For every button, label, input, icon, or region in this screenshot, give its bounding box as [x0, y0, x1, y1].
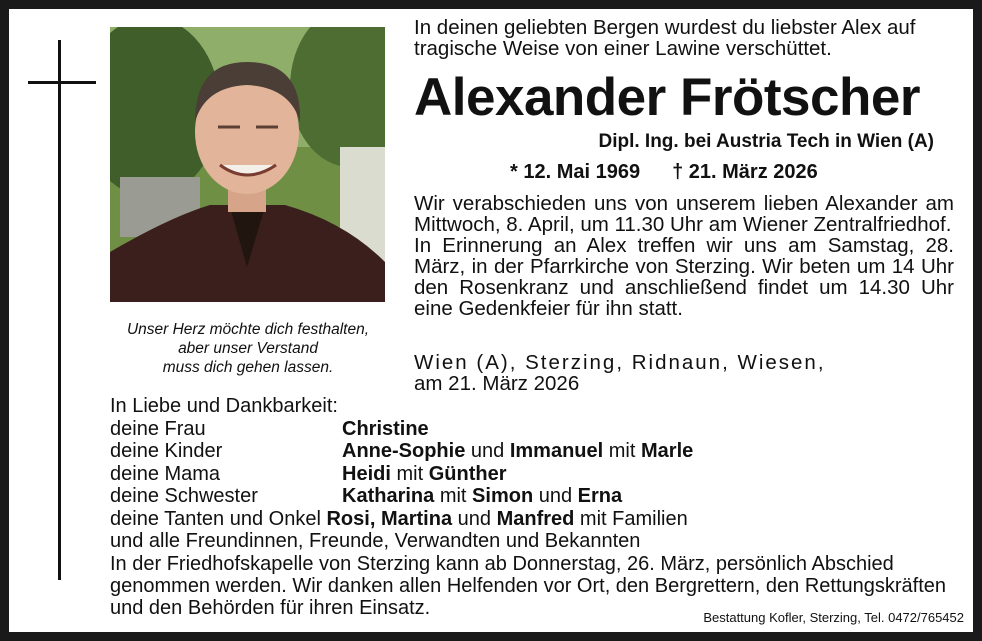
connector: und: [538, 485, 573, 507]
mourner-name: Erna: [577, 485, 623, 507]
mourner-row: [110, 463, 693, 486]
portrait-photo: [110, 27, 385, 302]
birth-date: * 12. Mai 1969: [510, 161, 641, 183]
mourners-list: [110, 395, 693, 553]
relation-label: deine Mama: [110, 462, 221, 485]
relation-label: deine Frau: [110, 417, 206, 440]
mourner-row: [110, 440, 693, 463]
mourner-name: Anne-Sophie: [342, 440, 466, 462]
funeral-home: Bestattung Kofler, Sterzing, Tel. 0472/765452: [703, 610, 964, 625]
mourner-name: Christine: [342, 417, 429, 440]
mourners-heading: In Liebe und Dankbarkeit:: [110, 395, 338, 417]
relation-label: deine Kinder: [110, 440, 223, 462]
mourner-name: Manfred: [496, 507, 575, 530]
mourner-name: Simon: [472, 485, 534, 507]
place-and-date: [414, 352, 954, 394]
quote-line: aber unser Verstand: [178, 340, 318, 357]
paragraph: Wir verabschieden uns von unserem lieben Alexander am Mittwoch, 8. April, um 11.30 Uhr am Wiener Zentralfriedhof.: [414, 192, 954, 236]
connector: mit: [396, 462, 424, 485]
service-info: [414, 193, 954, 319]
connector: und: [470, 440, 505, 462]
cross-icon-bar: [28, 81, 96, 84]
connector: mit Familien: [579, 507, 688, 530]
relation-label: deine Tanten und Onkel: [110, 507, 321, 530]
mourner-name: Rosi, Martina: [326, 507, 453, 530]
connector: mit: [439, 485, 467, 507]
quote-line: muss dich gehen lassen.: [162, 359, 334, 376]
mourner-name: Günther: [428, 462, 507, 485]
death-date: † 21. März 2026: [672, 161, 818, 183]
life-dates: [510, 161, 818, 184]
mourner-row: [110, 485, 693, 508]
relation-label: deine Schwester: [110, 485, 258, 507]
mourner-name: Katharina: [342, 485, 435, 507]
intro-text: In deinen geliebten Bergen wurdest du liebster Alex auf tragische Weise von einer Lawine verschüttet.: [414, 16, 916, 60]
connector: und: [457, 507, 491, 530]
mourner-row: [110, 418, 693, 441]
friends-line: und alle Freundinnen, Freunde, Verwandten und Bekannten: [110, 530, 641, 552]
mourner-row: [110, 508, 693, 531]
occupation: Dipl. Ing. bei Austria Tech in Wien (A): [598, 131, 934, 152]
mourner-name: Marle: [641, 440, 694, 462]
memorial-quote: [106, 320, 390, 377]
place-date: am 21. März 2026: [414, 372, 580, 395]
mourner-name: Heidi: [342, 462, 391, 485]
mourner-name: Immanuel: [509, 440, 604, 462]
deceased-name: Alexander Frötscher: [414, 68, 920, 127]
cross-icon: [58, 40, 61, 580]
connector: mit: [608, 440, 636, 462]
place: Wien (A), Sterzing, Ridnaun, Wiesen,: [414, 351, 826, 374]
paragraph: In Erinnerung an Alex treffen wir uns am Samstag, 28. März, in der Pfarrkirche von Sterzing. Wir beten um 14 Uhr den Rosenkranz und anschließend findet um 14.30 Uhr eine Gedenkfeier für ihn statt.: [414, 234, 954, 320]
quote-line: Unser Herz möchte dich festhalten,: [126, 321, 370, 338]
closing-paragraph: In der Friedhofskapelle von Sterzing kann ab Donnerstag, 26. März, persönlich Abschied genommen werden. Wir danken allen Helfenden vor Ort, den Bergrettern, den Rettungskräften und den Behörden für ihren Einsatz.: [110, 553, 947, 619]
